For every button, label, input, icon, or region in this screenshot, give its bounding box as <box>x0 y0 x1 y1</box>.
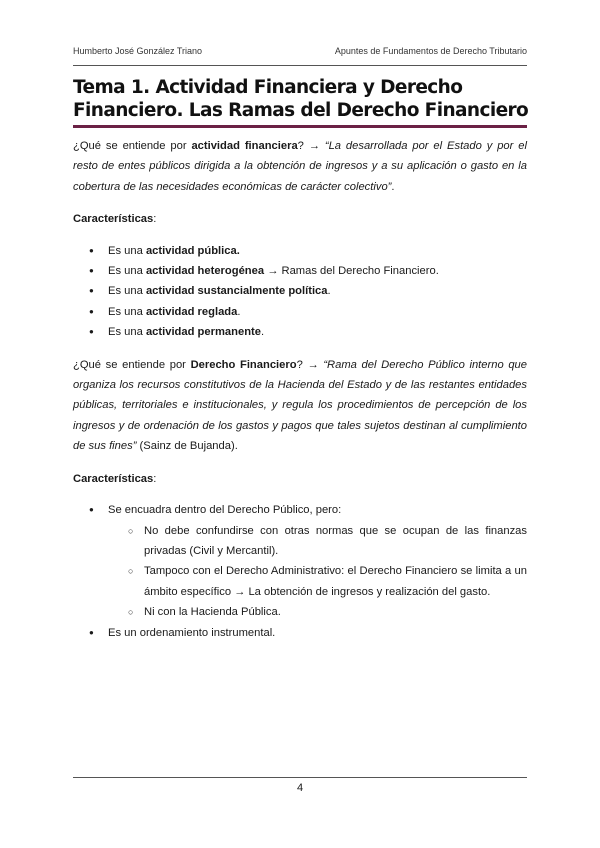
item-bold: actividad pública. <box>145 244 240 257</box>
item-text: → Ramas del Derecho Financiero. <box>264 265 439 278</box>
question-prefix: ¿Qué se entiende por <box>73 358 191 371</box>
citation: (Sainz de Bujanda). <box>136 440 238 453</box>
item-text: Es una <box>108 326 146 339</box>
item-text: . <box>327 285 331 298</box>
definition-end: . <box>391 180 395 193</box>
title-underline <box>73 125 527 128</box>
header-subject: Apuntes de Fundamentos de Derecho Tributario <box>334 46 527 56</box>
footer-rule <box>73 777 527 778</box>
main-content <box>73 136 527 655</box>
running-header <box>73 46 527 60</box>
characteristics-heading <box>73 469 527 489</box>
financial-activity-definition <box>73 136 527 197</box>
item-text: . <box>237 305 241 318</box>
sub-list-item: ○ Tampoco con el Derecho Administrativo: el Derecho Financiero se limita a un ámbito específico → La obtención de ingresos y realización del gasto. <box>73 561 527 602</box>
item-bold: actividad permanente <box>145 326 261 339</box>
characteristics-colon: : <box>153 472 157 485</box>
sub-list <box>108 521 527 623</box>
question-arrow: ? → <box>297 140 325 152</box>
item-text: Se encuadra dentro del Derecho Público, pero: <box>108 504 342 517</box>
header-rule <box>73 65 527 66</box>
list-item <box>73 500 527 622</box>
question-arrow: ? → <box>296 358 324 371</box>
definition-text: “Rama del Derecho Público interno que organiza los recursos constitutivos de la Hacienda del Estado y de las restantes entidades públicas, territoriales e institucionales, y regula los procedimientos de percepción de los ingresos y de ordenación de los gastos y pagos que tales sujetos destinan al cumplimiento de sus fines” <box>73 358 528 453</box>
list-item <box>73 322 527 342</box>
sub-list-item: ○ No debe confundirse con otras normas que se ocupan de las finanzas privadas (Civil y Mercantil). <box>73 521 527 562</box>
list-item <box>73 302 527 322</box>
financial-law-characteristics <box>73 500 527 643</box>
header-author: Humberto José González Triano <box>73 46 203 56</box>
sub-list-item: ○ Ni con la Hacienda Pública. <box>73 602 527 622</box>
title-line-1: Tema 1. Actividad Financiera y Derecho <box>73 77 463 98</box>
characteristics-label: Características <box>73 472 154 485</box>
item-text: Es una <box>108 285 146 298</box>
title-line-2: Financiero. Las Ramas del Derecho Financiero <box>73 100 529 121</box>
item-text: Es una <box>108 305 146 318</box>
list-item <box>73 623 527 643</box>
item-text: . <box>260 326 265 339</box>
item-bold: actividad heterogénea <box>145 265 265 278</box>
item-bold: actividad reglada <box>145 305 238 318</box>
list-item <box>73 281 527 301</box>
list-item <box>73 241 527 261</box>
question-term: actividad financiera <box>191 140 298 152</box>
item-bold: actividad sustancialmente política <box>145 285 328 298</box>
item-text: Es una <box>108 265 146 278</box>
characteristics-label: Características <box>73 213 154 226</box>
page-title <box>73 76 533 122</box>
question-term: Derecho Financiero <box>190 358 297 371</box>
financial-law-definition <box>73 355 527 457</box>
item-text: Es un ordenamiento instrumental. <box>108 626 276 639</box>
page-number: 4 <box>296 782 304 794</box>
list-item <box>73 261 527 281</box>
definition-text: “La desarrollada por el Estado y por el resto de entes públicos dirigida a la obtención de ingresos y a su aplicación o gasto en la cobertura de las necesidades económicas de carácter colectivo” <box>73 140 527 193</box>
question-prefix: ¿Qué se entiende por <box>73 140 192 152</box>
characteristics-heading <box>73 209 527 229</box>
characteristics-colon: : <box>153 213 157 226</box>
item-text: Es una <box>108 244 146 257</box>
financial-activity-characteristics <box>73 241 527 343</box>
